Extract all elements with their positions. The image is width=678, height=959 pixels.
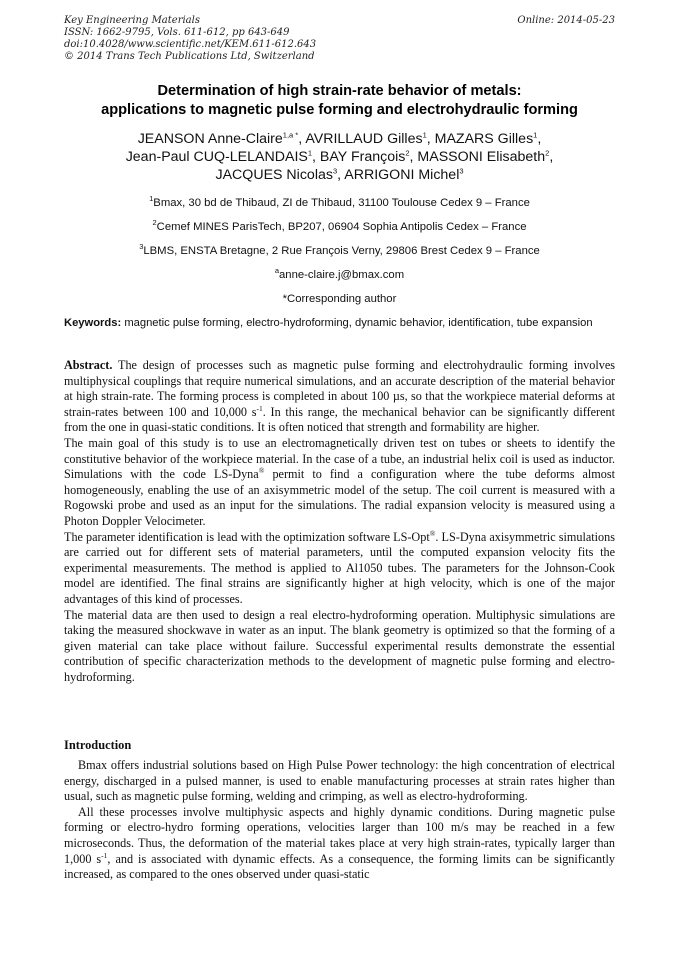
- author-separator: ,: [337, 167, 345, 183]
- abstract-paragraph: The material data are then used to design a real electro-hydroforming operation. Multiphysic simulations are taking the measured shockwave in water as an input. The blank geometry is optimized so that the forming of a given material can take place without failure. Successful experimental results demonstrate the essential contribution of specific characterization methods to the development of magnetic pulse forming and electro-hydroforming.: [64, 607, 615, 684]
- abstract-paragraph: [64, 436, 615, 530]
- body-paragraph: [64, 805, 615, 883]
- affiliation-list: [64, 191, 615, 311]
- abstract-paragraph: [64, 358, 615, 436]
- author-name: MASSONI Elisabeth: [417, 149, 546, 165]
- author-name: BAY François: [319, 149, 406, 165]
- author-separator: ,: [537, 131, 542, 147]
- keywords-label: Keywords:: [64, 317, 122, 329]
- email-text: anne-claire.j@bmax.com: [279, 269, 405, 281]
- author-separator: ,: [409, 149, 418, 165]
- author-name: Jean-Paul CUQ-LELANDAIS: [125, 149, 308, 165]
- abstract-text: The design of processes such as magnetic pulse forming and electrohydraulic forming involves multiphysical couplings that require numerical simulations, and an accurate description of the material behavior at high strain-rate. The forming process is completed in about 100 µs, so that the workpiece material deforms at strain-rates between 100 and 10,000 s: [64, 358, 615, 419]
- author-list: [64, 130, 615, 184]
- doi-line: doi:10.4028/www.scientific.net/KEM.611-612.643: [64, 39, 317, 50]
- issn-line: ISSN: 1662-9795, Vols. 611-612, pp 643-649: [64, 27, 290, 38]
- affiliation-3: [64, 239, 615, 263]
- affiliation-mark: a: [274, 266, 280, 276]
- introduction-body: [64, 758, 615, 883]
- abstract-text: The main goal of this study is to use an electromagnetically driven test on tubes or sheets to identify the constitutive behavior of the workpiece material. In the case of a tube, an industrial helix coil is used as inductor. Simulations with the code LS-Dyna: [64, 435, 615, 482]
- author-affiliation-mark: 1: [307, 148, 313, 158]
- author-line-3: [64, 166, 615, 184]
- abstract-text: permit to find a configuration where the tube deforms almost homogeneously, enabling the use of an axisymmetric model of the setup. The coil current is measured with a Rogowski probe and used as an input for the simulations. The radial expansion velocity is measured using a Photon Doppler Velocimeter.: [64, 467, 616, 528]
- author-affiliation-mark: 1,a *: [282, 130, 299, 140]
- corresponding-author-note: [64, 287, 615, 311]
- abstract-paragraph: [64, 530, 615, 608]
- copyright-line: © 2014 Trans Tech Publications Ltd, Switzerland: [64, 51, 315, 62]
- author-affiliation-mark: 2: [545, 148, 550, 158]
- author-email: [64, 263, 615, 287]
- author-name: JACQUES Nicolas: [215, 167, 333, 183]
- journal-header: [64, 15, 615, 63]
- abstract-text: . In this range, the mechanical behavior can be significantly different from the one in quasi-static conditions. It is often noticed that strength and formability are higher.: [64, 404, 615, 435]
- affiliation-text: Bmax, 30 bd de Thibaud, ZI de Thibaud, 31100 Toulouse Cedex 9 – France: [153, 197, 530, 209]
- title-line-1: Determination of high strain-rate behavior of metals:: [157, 83, 522, 99]
- online-date: Online: 2014-05-23: [517, 15, 615, 26]
- author-name: MAZARS Gilles: [434, 131, 534, 147]
- author-affiliation-mark: 3: [459, 166, 464, 176]
- superscript: -1: [256, 403, 263, 413]
- body-text: All these processes involve multiphysic aspects and highly dynamic conditions. During magnetic pulse forming or electro-hydro forming operations, velocities larger than 100 m/s may be reached in a few microseconds. Thus, the deformation of the material takes place at very high strain-rates, typically larger than 1,000 s: [64, 804, 615, 866]
- affiliation-1: [64, 191, 615, 215]
- affiliation-2: [64, 215, 615, 239]
- author-separator: ,: [298, 131, 306, 147]
- abstract-text: . LS-Dyna axisymmetric simulations are carried out for different sets of material parameters, until the computed expansion velocity fits the experimental measurements. The method is applied to Al1050 tubes. The parameters for the Johnson-Cook model are identified. The final strains are significantly higher at high velocity, which is one of the major advantages of this kind of processes.: [64, 529, 615, 606]
- author-affiliation-mark: 2: [405, 148, 410, 158]
- affiliation-mark: 2: [152, 218, 157, 228]
- body-paragraph: Bmax offers industrial solutions based on High Pulse Power technology: the high concentration of electrical energy, discharged in a pulsed manner, is used to enable manufacturing processes at strain rates higher than usual, such as magnetic pulse forming, welding and crimping, as well as electro-hydroforming.: [64, 758, 615, 804]
- author-line-1: [64, 130, 615, 148]
- keywords: [64, 316, 615, 330]
- abstract-text: The parameter identification is lead with the optimization software LS-Opt: [64, 529, 430, 544]
- author-affiliation-mark: 3: [332, 166, 338, 176]
- author-name: AVRILLAUD Gilles: [305, 131, 423, 147]
- author-name: JEANSON Anne-Claire: [137, 131, 283, 147]
- author-separator: ,: [426, 131, 435, 147]
- author-line-2: [64, 148, 615, 166]
- affiliation-text: LBMS, ENSTA Bretagne, 2 Rue François Verny, 29806 Brest Cedex 9 – France: [143, 245, 540, 257]
- body-text: , and is associated with dynamic effects. As a consequence, the forming limits can be significantly increased, as compared to the ones observed under quasi-static: [64, 851, 616, 882]
- paper-title: [64, 82, 615, 120]
- superscript: ®: [429, 528, 436, 538]
- abstract: [64, 358, 615, 685]
- author-affiliation-mark: 1: [422, 130, 427, 140]
- affiliation-mark: 3: [139, 242, 144, 252]
- affiliation-text: Cemef MINES ParisTech, BP207, 06904 Sophia Antipolis Cedex – France: [156, 221, 527, 233]
- author-affiliation-mark: 1: [533, 130, 538, 140]
- section-heading-introduction: Introduction: [64, 738, 132, 752]
- author-name: ARRIGONI Michel: [344, 167, 460, 183]
- superscript: -1: [101, 850, 108, 860]
- affiliation-mark: 1: [149, 194, 154, 204]
- title-line-2: applications to magnetic pulse forming and electrohydraulic forming: [101, 102, 578, 118]
- journal-name: Key Engineering Materials: [64, 15, 200, 26]
- abstract-label: Abstract.: [64, 358, 113, 372]
- superscript: ®: [258, 466, 265, 476]
- author-separator: ,: [312, 149, 320, 165]
- author-separator: ,: [549, 149, 554, 165]
- keywords-text: magnetic pulse forming, electro-hydroforming, dynamic behavior, identification, tube expansion: [124, 317, 593, 329]
- corresponding-author-text: *Corresponding author: [282, 293, 397, 305]
